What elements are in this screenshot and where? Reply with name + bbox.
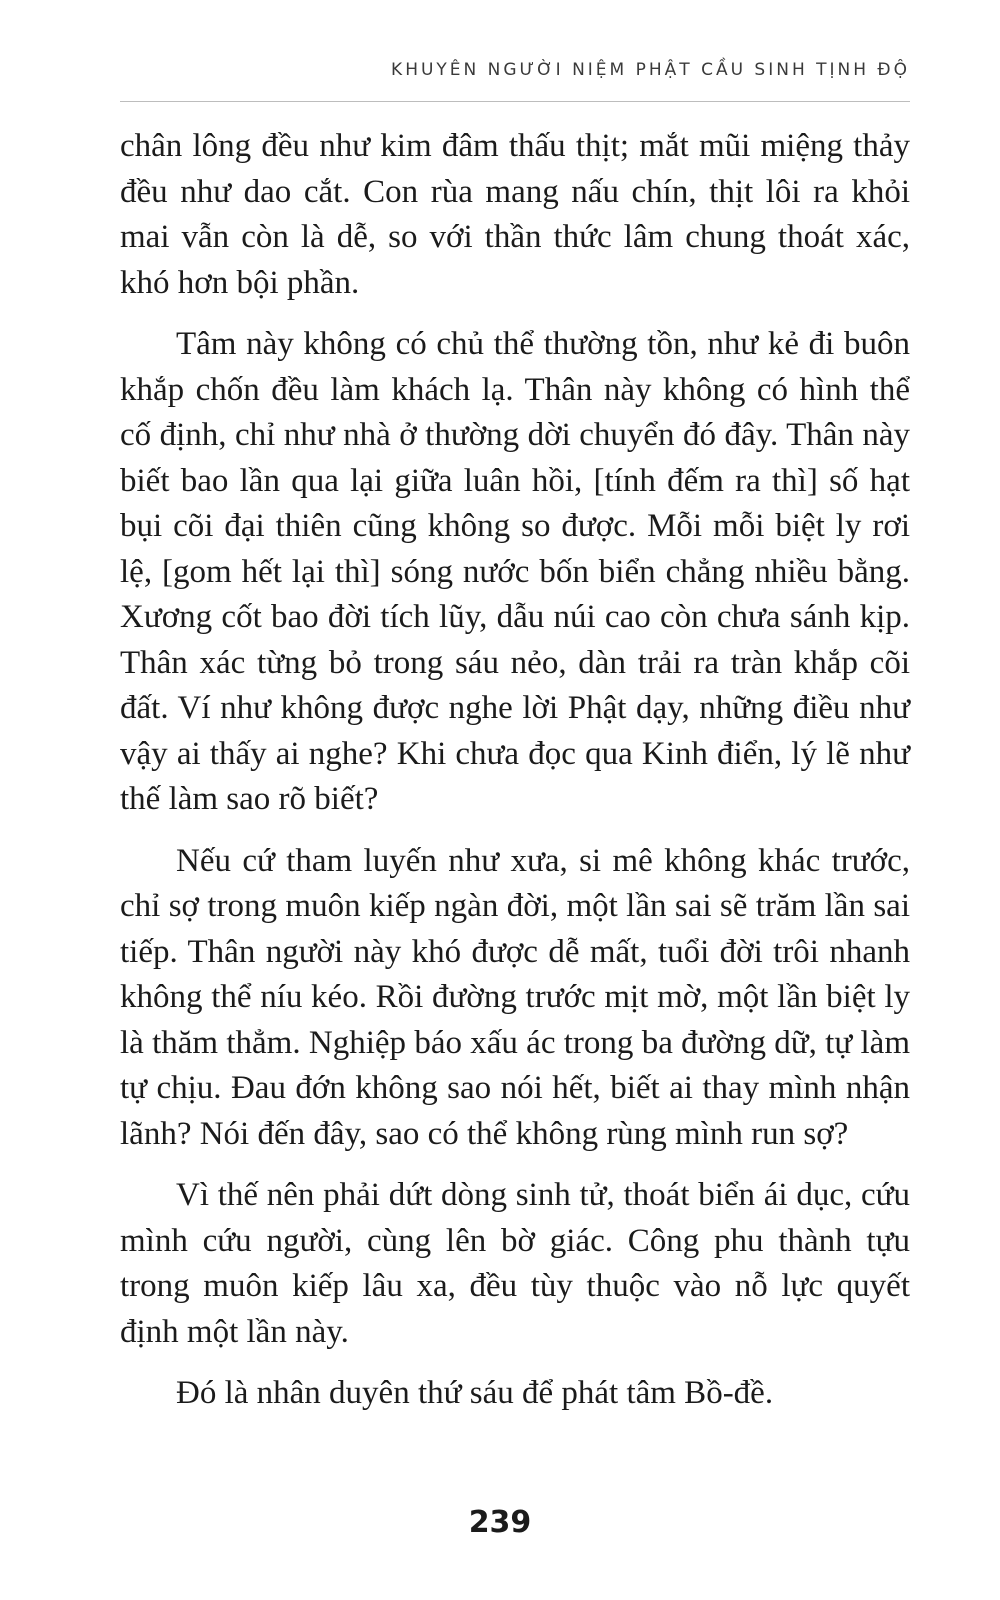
page-number: 239 [468, 1505, 532, 1540]
paragraph: Nếu cứ tham luyến như xưa, si mê không khác trước, chỉ sợ trong muôn kiếp ngàn đời, một lần sai sẽ trăm lần sai tiếp. Thân người này khó được dễ mất, tuổi đời trôi nhanh không thể níu kéo. Rồi đường trước mịt mờ, một lần biệt ly là thăm thẳm. Nghiệp báo xấu ác trong ba đường dữ, tự làm tự chịu. Đau đớn không sao nói hết, biết ai thay mình nhận lãnh? Nói đến đây, sao có thể không rùng mình run sợ? [120, 842, 910, 1152]
header-divider [120, 101, 910, 102]
paragraph: Vì thế nên phải dứt dòng sinh tử, thoát biển ái dục, cứu mình cứu người, cùng lên bờ giác. Công phu thành tựu trong muôn kiếp lâu xa, đều tùy thuộc vào nỗ lực quyết định một lần này. [120, 1177, 910, 1350]
paragraph-continuation: chân lông đều như kim đâm thấu thịt; mắt mũi miệng thảy đều như dao cắt. Con rùa mang nấu chín, thịt lôi ra khỏi mai vẫn còn là dễ, so với thần thức lâm chung thoát xác, khó hơn bội phần. [120, 128, 910, 301]
body-text [120, 124, 910, 1433]
paragraph: Tâm này không có chủ thể thường tồn, như kẻ đi buôn khắp chốn đều làm khách lạ. Thân này không có hình thể cố định, chỉ như nhà ở thường dời chuyển đó đây. Thân này biết bao lần qua lại giữa luân hồi, [tính đếm ra thì] số hạt bụi cõi đại thiên cũng không so được. Mỗi mỗi biệt ly rơi lệ, [gom hết lại thì] sóng nước bốn biển chẳng nhiều bằng. Xương cốt bao đời tích lũy, dẫu núi cao còn chưa sánh kịp. Thân xác từng bỏ trong sáu nẻo, dàn trải ra tràn khắp cõi đất. Ví như không được nghe lời Phật dạy, những điều như vậy ai thấy ai nghe? Khi chưa đọc qua Kinh điển, lý lẽ như thế làm sao rõ biết? [120, 326, 910, 817]
paragraph-closing: Đó là nhân duyên thứ sáu để phát tâm Bồ-đề. [176, 1375, 774, 1411]
running-header: KHUYÊN NGƯỜI NIỆM PHẬT CẦU SINH TỊNH ĐỘ [391, 60, 910, 80]
